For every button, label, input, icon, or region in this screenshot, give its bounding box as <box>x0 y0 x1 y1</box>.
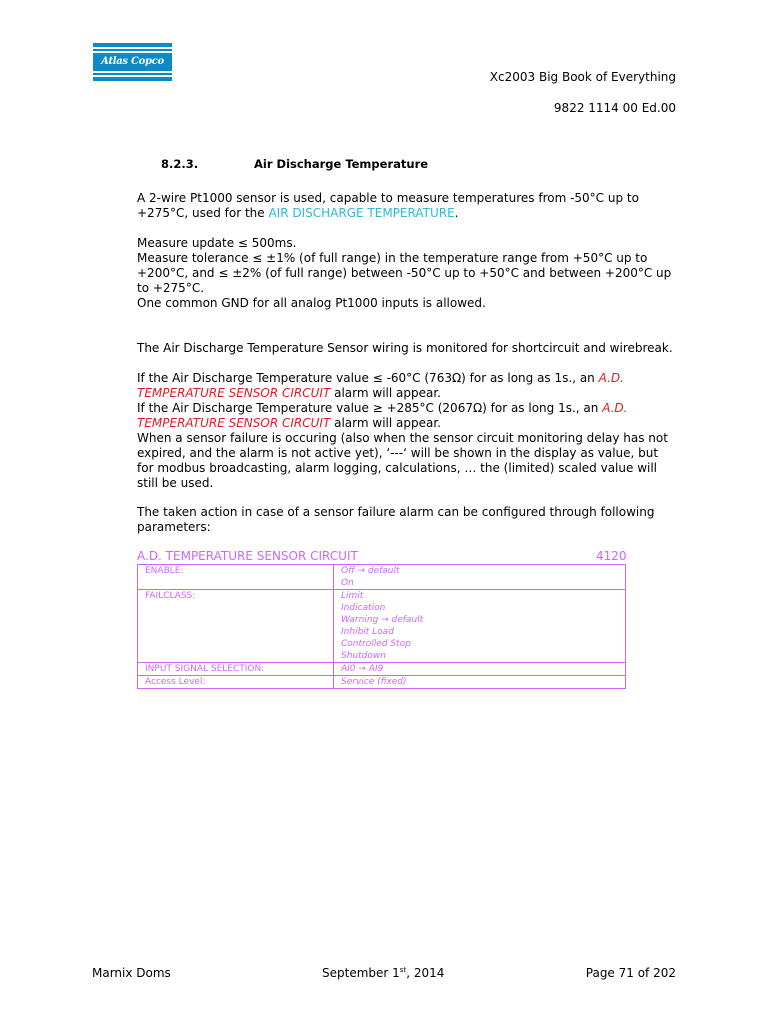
footer-author: Marnix Doms <box>92 966 171 980</box>
table-row <box>138 565 626 590</box>
alarm-name-high[interactable]: A.D. TEMPERATURE SENSOR CIRCUIT <box>137 401 628 430</box>
value-option: Off → default <box>341 566 400 576</box>
table-row <box>138 663 626 676</box>
section-number: 8.2.3. <box>161 157 199 171</box>
common-gnd: One common GND for all analog Pt1000 inputs is allowed. <box>137 296 486 310</box>
value-option: Service (fixed) <box>341 677 407 687</box>
row-label: FAILCLASS: <box>138 590 334 663</box>
footer-page: Page 71 of 202 <box>585 966 676 980</box>
parameter-code: 4120 <box>596 549 627 563</box>
row-values <box>334 663 626 676</box>
paragraph-monitoring <box>137 341 677 356</box>
text: If the Air Discharge Temperature value ≤ -60°C (763Ω) for as long as 1s., an <box>137 371 599 385</box>
alarm-name-low[interactable]: A.D. TEMPERATURE SENSOR CIRCUIT <box>137 371 624 400</box>
air-discharge-temperature-link[interactable]: AIR DISCHARGE TEMPERATURE <box>268 206 455 220</box>
logo-text: Atlas Copco <box>95 55 170 69</box>
value-option: Controlled Stop <box>341 639 411 649</box>
paragraph-parameters <box>137 505 677 535</box>
parameters-intro: The taken action in case of a sensor failure alarm can be configured through following parameters: <box>137 505 655 534</box>
date-year: , 2014 <box>406 966 445 980</box>
paragraph-alarms <box>137 371 677 491</box>
date-prefix: September 1 <box>322 966 400 980</box>
table-row <box>138 676 626 689</box>
text: If the Air Discharge Temperature value ≥ +285°C (2067Ω) for as long 1s., an <box>137 401 603 415</box>
document-number: 9822 1114 00 Ed.00 <box>553 101 676 115</box>
text: . <box>454 206 459 220</box>
document-title: Xc2003 Big Book of Everything <box>489 70 676 84</box>
row-label: Access Level: <box>138 676 334 689</box>
value-option: Inhibit Load <box>341 627 394 637</box>
row-values <box>334 676 626 689</box>
text: alarm will appear. <box>330 416 441 430</box>
value-option: Limit <box>341 591 364 601</box>
sensor-failure-text: When a sensor failure is occuring (also when the sensor circuit monitoring delay has not expired, and the alarm is not active yet), ‘---‘ will be shown in the display as value, but for modbus broadcasting, alarm logging, calculations, … the (limited) scaled value will still be used. <box>137 431 668 490</box>
monitoring-text: The Air Discharge Temperature Sensor wiring is monitored for shortcircuit and wirebreak. <box>137 341 673 355</box>
value-option: Indication <box>341 603 386 613</box>
value-option: AI0 → AI9 <box>341 664 384 674</box>
atlas-copco-logo <box>93 43 172 81</box>
table-row <box>138 590 626 663</box>
text: A 2-wire Pt1000 sensor is used, capable to measure temperatures from -50°C up to +275°C, used for the <box>137 191 639 220</box>
row-values <box>334 590 626 663</box>
paragraph-sensor <box>137 191 677 221</box>
value-option: Warning → default <box>341 615 424 625</box>
row-label: ENABLE: <box>138 565 334 590</box>
date-suffix-sup: st <box>399 966 407 974</box>
measure-update: Measure update ≤ 500ms. <box>137 236 297 250</box>
measure-tolerance: Measure tolerance ≤ ±1% (of full range) in the temperature range from +50°C up to +200°C, and ≤ ±2% (of full range) between -50°C up to +50°C and between +200°C up to +275°C. <box>137 251 672 295</box>
row-values <box>334 565 626 590</box>
parameter-table <box>137 564 626 689</box>
text: alarm will appear. <box>330 386 441 400</box>
value-option: Shutdown <box>341 651 386 661</box>
footer-date <box>322 966 444 980</box>
section-title: Air Discharge Temperature <box>254 157 429 171</box>
paragraph-measure <box>137 236 677 311</box>
parameter-title: A.D. TEMPERATURE SENSOR CIRCUIT <box>137 549 358 563</box>
value-option: On <box>341 578 354 588</box>
row-label: INPUT SIGNAL SELECTION: <box>138 663 334 676</box>
